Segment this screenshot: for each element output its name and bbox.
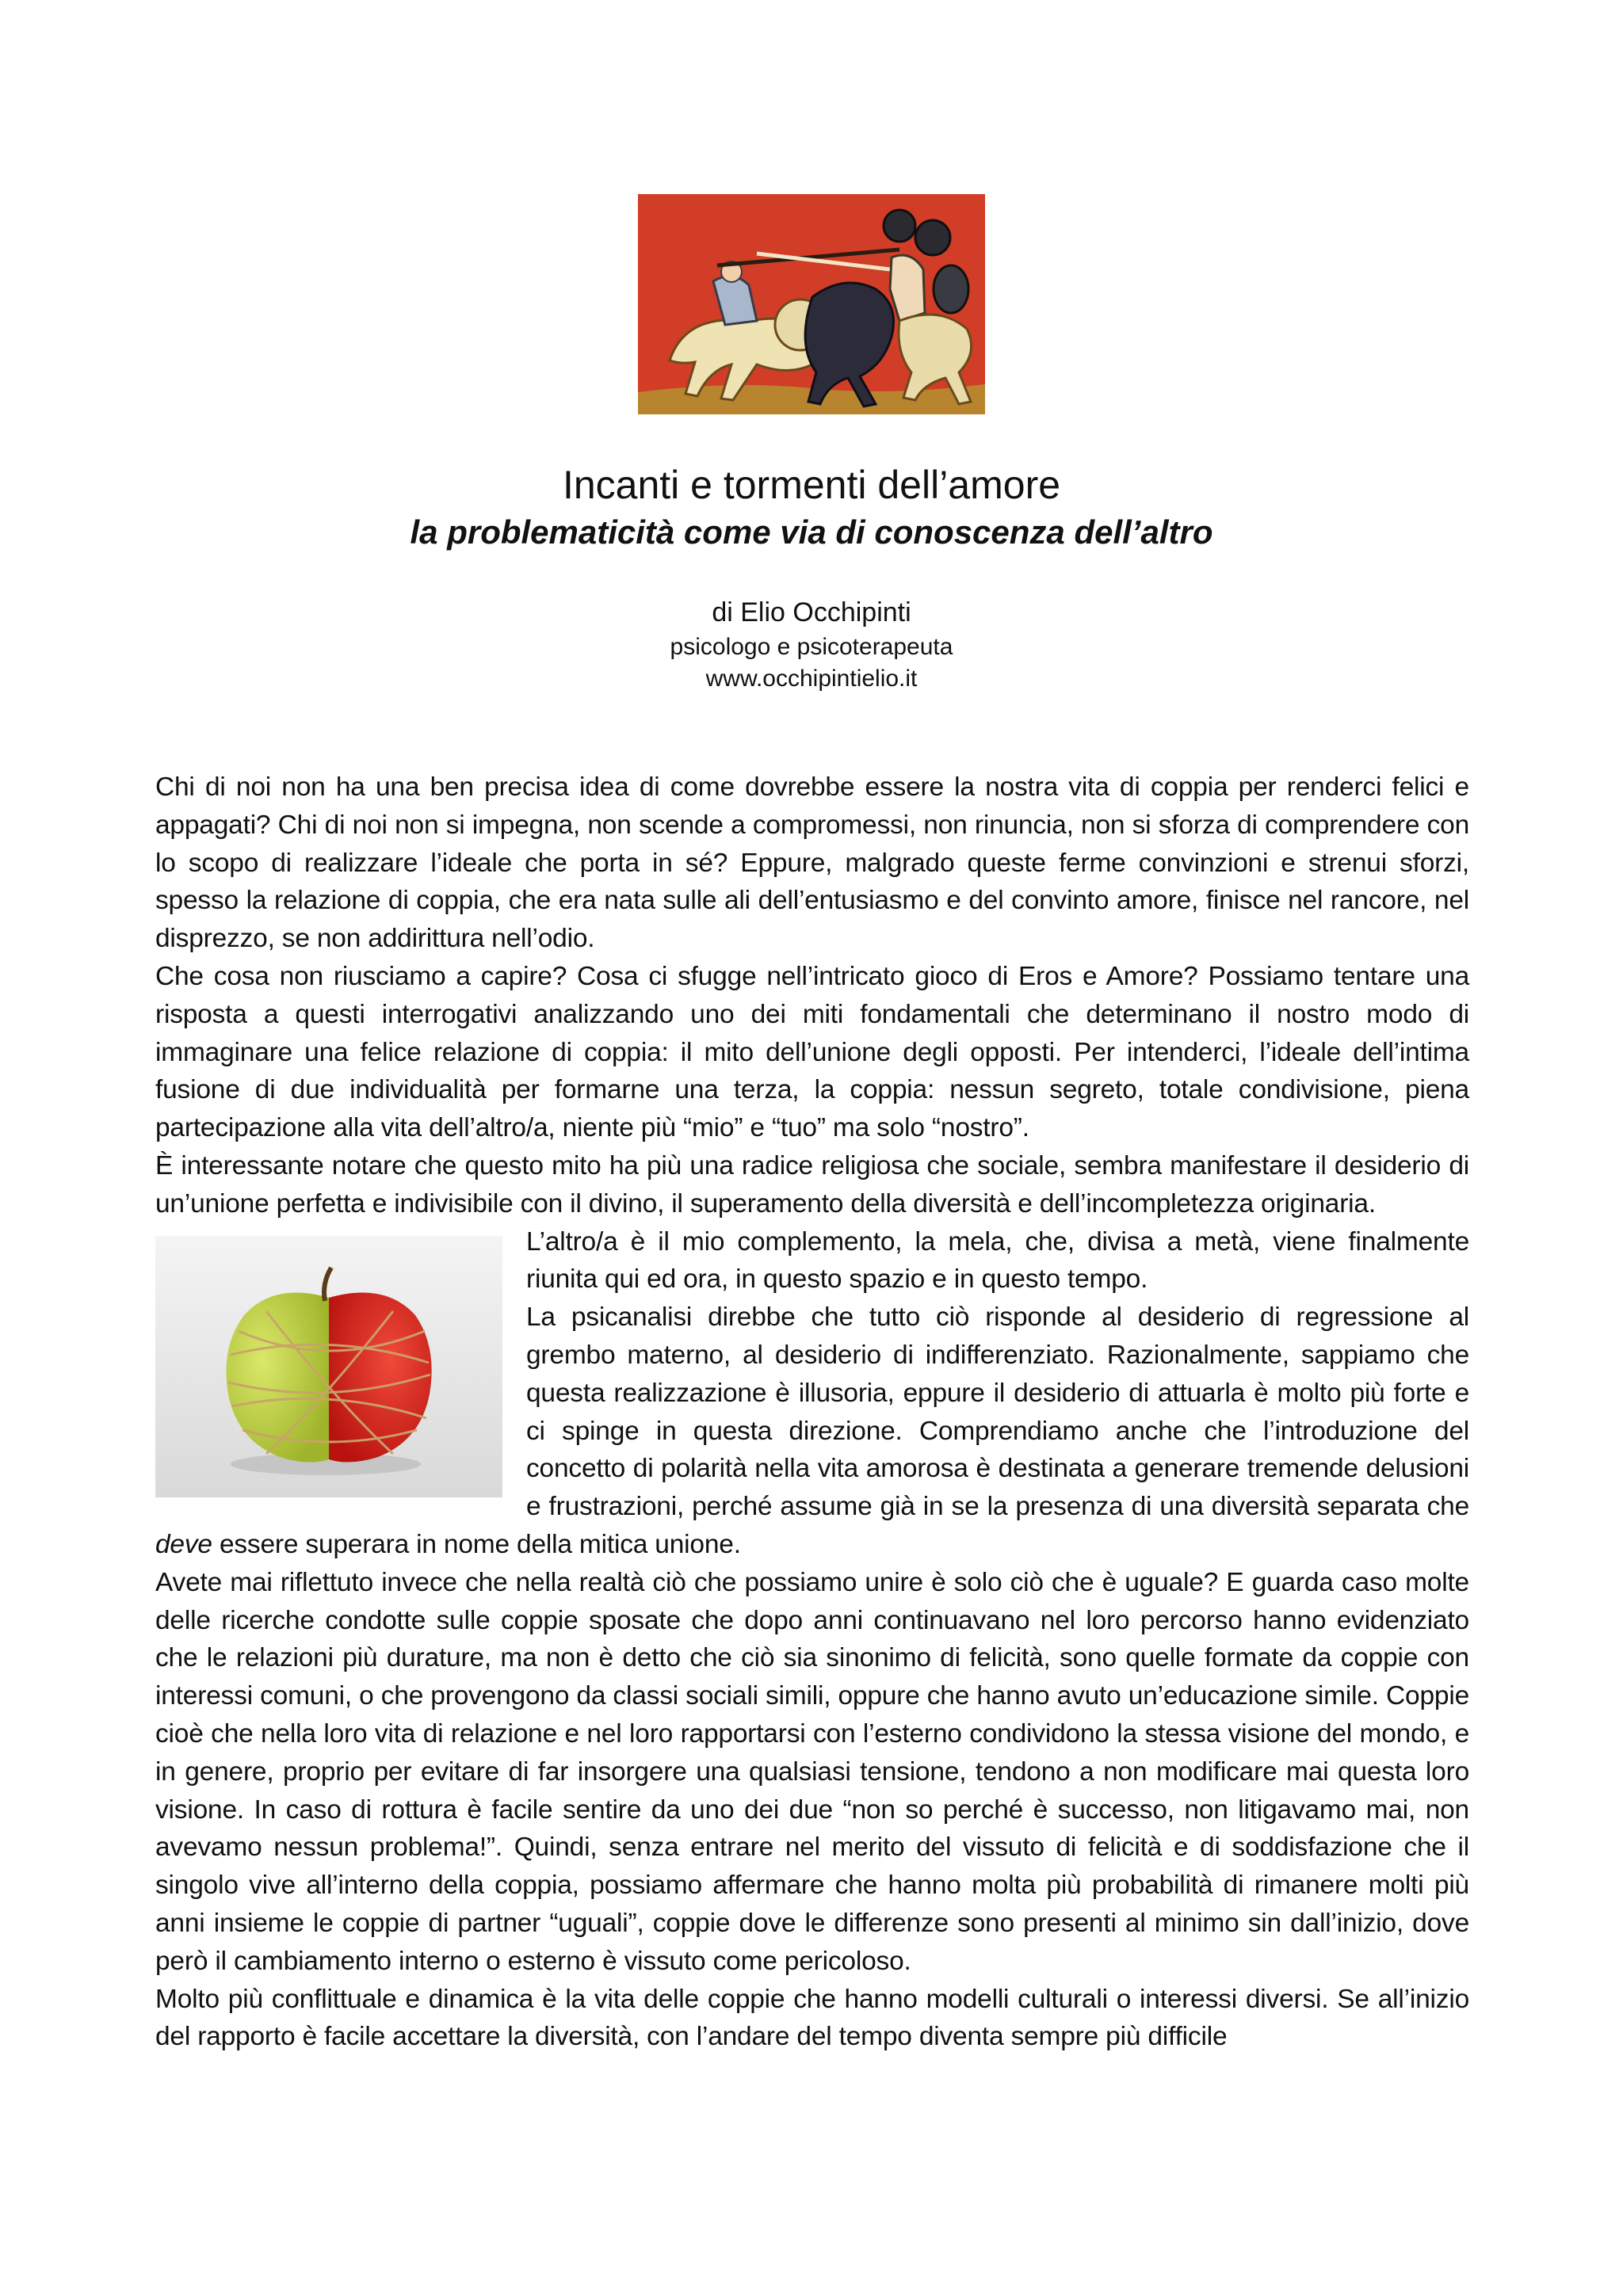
paragraph-5-emphasis: deve	[155, 1529, 212, 1559]
medieval-miniature-icon	[638, 194, 985, 414]
author-name: di Elio Occhipinti	[712, 597, 911, 627]
paragraph-7: Molto più conflittuale e dinamica è la vita delle coppie che hanno modelli culturali o interessi diversi. Se all’inizio del rapporto è facile accettare la diversità, con l’andare del tempo diventa sempre più difficile	[155, 1984, 1469, 2052]
paragraph-2: Che cosa non riusciamo a capire? Cosa ci sfugge nell’intricato gioco di Eros e Amore? Possiamo tentare una risposta a questi interrogativi analizzando uno dei miti fondamentali che determinano il nostro modo di immaginare una felice relazione di coppia: il mito dell’unione degli opposti. Per intenderci, l’ideale dell’intima fusione di due individualità per formarne una terza, la coppia: nessun segreto, totale condivisione, piena partecipazione alla vita dell’altro/a, niente più “mio” e “tuo” ma solo “nostro”.	[155, 961, 1469, 1143]
paragraph-5-text-start: La psicanalisi direbbe che tutto ciò risponde al desiderio di regressione al grembo materno, al desiderio di indifferenziato. Razionalmente, sappiamo che questa realizzazione è illusoria, eppure il desiderio di attuarla è molto più forte e ci spinge in questa direzione. Comprendiamo anche che l’introduzione del concetto di polarità nella vita amorosa è destinata a generare tremende delusioni e frustrazioni, perché assume già in se la presenza di una diversità separata che	[526, 1302, 1469, 1522]
header-illustration	[638, 194, 985, 414]
author-role: psicologo e psicoterapeuta	[670, 634, 953, 660]
apple-illustration	[155, 1236, 502, 1497]
paragraph-5-text-end: essere superara in nome della mitica unione.	[212, 1529, 741, 1559]
article-body	[155, 769, 1469, 2056]
paragraph-1: Chi di noi non ha una ben precisa idea di come dovrebbe essere la nostra vita di coppia per renderci felici e appagati? Chi di noi non si impegna, non scende a compromessi, non rinuncia, non si sforza di comprendere con lo scopo di realizzare l’ideale che porta in sé? Eppure, malgrado queste ferme convinzioni e strenui sforzi, spesso la relazione di coppia, che era nata sulle ali dell’entusiasmo e del convinto amore, finisce nel rancore, nel disprezzo, se non addirittura nell’odio.	[155, 772, 1469, 954]
paragraph-6: Avete mai riflettuto invece che nella realtà ciò che possiamo unire è solo ciò che è uguale? E guarda caso molte delle ricerche condotte sulle coppie sposate che dopo anni continuavano nel loro percorso hanno evidenziato che le relazioni più durature, ma non è detto che ciò sia sinonimo di felicità, sono quelle formate da coppie con interessi comuni, o che provengono da classi sociali simili, oppure che hanno avuto un’educazione simile. Coppie cioè che nella loro vita di relazione e nel loro rapportarsi con l’esterno condividono la stessa visione del mondo, e in genere, proprio per evitare di far insorgere una qualsiasi tensione, tendono a non modificare mai questa loro visione. In caso di rottura è facile sentire da uno dei due “non so perché è successo, non litigavamo mai, non avevamo nessun problema!”. Quindi, senza entrare nel merito del vissuto di felicità e di soddisfazione che il singolo vive all’interno della coppia, possiamo affermare che hanno molta più probabilità di rimanere molti più anni insieme le coppie di partner “uguali”, coppie dove le differenze sono presenti al minimo sin dall’inizio, dove però il cambiamento interno o esterno è vissuto come pericoloso.	[155, 1567, 1469, 1976]
page-title: Incanti e tormenti dell’amore	[562, 463, 1061, 507]
bicolor-apple-icon	[155, 1236, 502, 1497]
paragraph-4: L’altro/a è il mio complemento, la mela, che, divisa a metà, viene finalmente riunita qui ed ora, in questo spazio e in questo tempo.	[526, 1226, 1469, 1295]
paragraph-3: È interessante notare che questo mito ha più una radice religiosa che sociale, sembra manifestare il desiderio di un’unione perfetta e indivisibile con il divino, il superamento della diversità e dell’incompletezza originaria.	[155, 1150, 1469, 1219]
author-website: www.occhipintielio.it	[705, 666, 918, 692]
page-subtitle: la problematicità come via di conoscenza dell’altro	[410, 513, 1213, 551]
